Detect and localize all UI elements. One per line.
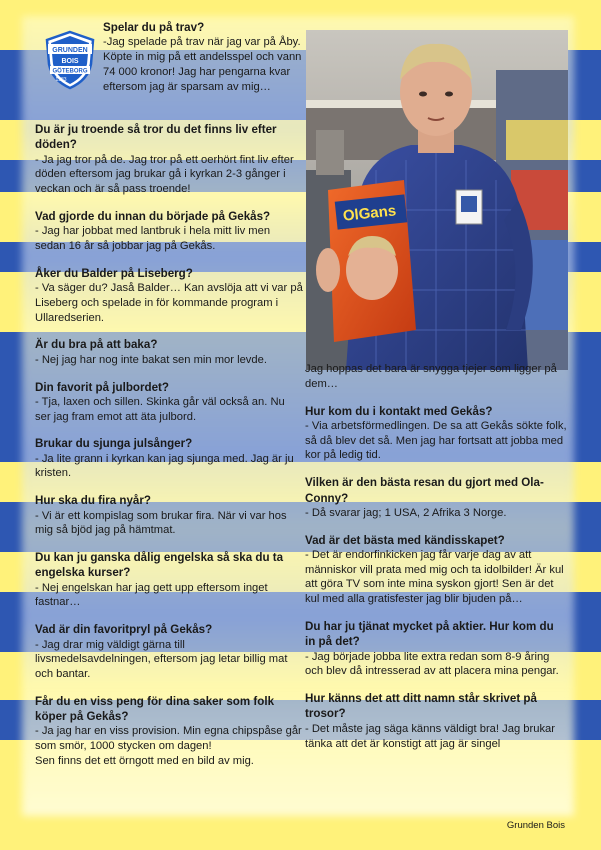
question: Vad är din favoritpryl på Gekås? [35,623,213,637]
answer: - Via arbetsförmedlingen. De sa att Gekås sökte folk, så då blev det så. Men jag har fortsatt att jobba med kor på ledig tid. [305,419,567,462]
question: Brukar du sjunga julsånger? [35,437,193,451]
logo-text-bottom: GÖTEBORG [52,68,88,75]
answer: - Va säger du? Jaså Balder… Kan avslöja att vi var på Liseberg och spelade in för kommande program i Ullaredserien. [35,282,303,324]
bag-label: OlGans [342,202,397,225]
qa-item [35,266,303,326]
qa-item [35,337,303,367]
logo-year: 1983 [55,77,67,83]
qa-item [305,475,567,520]
left-column [35,20,303,781]
answer: - Ja jag har en viss provision. Min egna chipspåse går som smör, 1000 stycken om dagen! [35,725,302,753]
logo-text-top: GRUNDEN [52,47,88,54]
answer: - Jag drar mig väldigt gärna till livsmedelsavdelningen, eftersom jag letar billig mat och bantar. [35,638,288,681]
question: Spelar du på trav? [103,21,205,34]
answer: - Jag började jobba lite extra redan som 8-9 åring och blev då intresserad av att placera mina pengar. [305,650,559,678]
answer: - Nej jag har nog inte bakat sen min mor levde. [35,353,267,366]
answer-continued: Sen finns det ett örngott med en bild av mig. [35,755,254,768]
question: Din favorit på julbordet? [35,380,169,394]
answer: - Vi är ett kompislag som brukar fira. När vi var hos mig så bjöd jag på hämtmat. [35,509,287,537]
footer-credit: Grunden Bois [506,820,565,831]
question: Åker du Balder på Liseberg? [35,266,193,280]
qa-item [35,493,303,538]
qa-item [35,122,303,197]
answer: - Tja, laxen och sillen. Skinka går väl också an. Nu ser jag fram emot att äta julbord. [35,395,285,423]
answer: - Det är endorfinkicken jag får varje dag av att människor vill prata med mig och ta idolbilder! Är kul att göra TV som inte mina syskon gjort! Sen är det kul med alla gratisfester jag blir bjuden på… [305,548,564,606]
question: Hur ska du fira nyår? [35,494,151,508]
question: Vilken är den bästa resan du gjort med Ola-Conny? [305,476,544,505]
answer: - Jag har jobbat med lantbruk i hela mitt liv men sedan 16 år så jobbar jag på Gekås. [35,225,271,253]
question: Får du en viss peng för dina saker som folk köper på Gekås? [35,694,275,724]
answer: - Ja lite grann i kyrkan kan jag sjunga med. Jag är ju kristen. [35,452,294,480]
question: Vad gjorde du innan du började på Gekås? [35,209,271,223]
qa-item [305,619,567,679]
answer: - Ja jag tror på de. Jag tror på ett oerhört fint liv efter döden eftersom jag brukar gå i kyrkan 2-3 gånger i veckan och är så pass troende! [35,153,294,196]
question: Hur känns det att ditt namn står skrivet på trosor? [305,692,537,721]
question: Vad är det bästa med kändisskapet? [305,533,505,547]
logo-text-mid: BOIS [61,58,79,65]
answer: Jag hoppas det bara är snygga tjejer som ligger på dem… [305,363,557,390]
answer: - Nej engelskan har jag gett upp eftersom inget fastnar… [35,581,268,609]
question: Du kan ju ganska dålig engelska så ska du ta engelska kurser? [35,551,284,580]
continued-text [305,362,567,392]
question: Du har ju tjänat mycket på aktier. Hur kom du in på det? [305,620,554,649]
qa-item [35,20,303,110]
qa-item [35,550,303,610]
answer: -Jag spelade på trav när jag var på Åby. Köpte in mig på ett andelsspel och vann 74 000 kronor! Jag har pengarna kvar eftersom jag är sparsam av mig… [103,36,302,93]
qa-item [305,691,567,751]
qa-item [35,622,303,682]
answer: - Det måste jag säga känns väldigt bra! Jag brukar tänka att det är konstigt att jag är singel [305,722,555,750]
answer: - Då svarar jag; 1 USA, 2 Afrika 3 Norge. [305,506,507,519]
qa-item [35,436,303,481]
qa-item [305,533,567,607]
portrait-photo [306,30,568,370]
question: Hur kom du i kontakt med Gekås? [305,404,493,418]
qa-item [35,209,303,254]
qa-item [35,380,303,425]
question: Du är ju troende så tror du det finns liv efter döden? [35,123,277,152]
question: Är du bra på att baka? [35,338,158,352]
qa-item [305,404,567,464]
qa-item [35,694,303,769]
right-column [305,362,567,763]
